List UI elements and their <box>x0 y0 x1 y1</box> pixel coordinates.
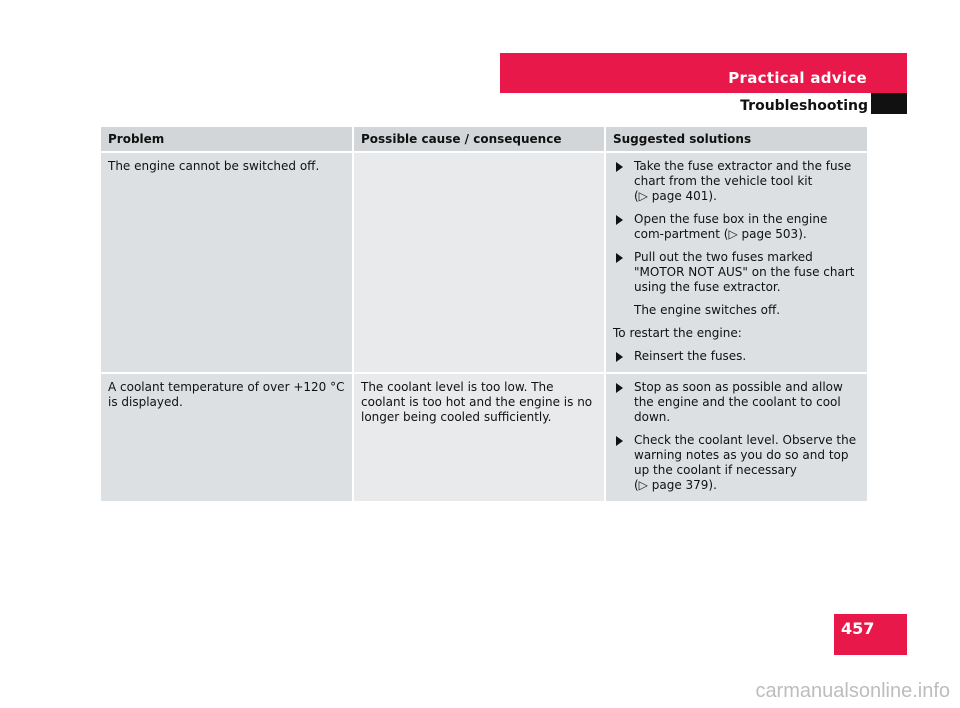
column-header-solutions: Suggested solutions <box>605 127 867 152</box>
table-header-row <box>101 127 867 152</box>
column-header-cause: Possible cause / consequence <box>353 127 605 152</box>
arrow-bullet-icon <box>616 352 623 362</box>
step-result: The engine switches off. <box>634 303 781 317</box>
cause-cell <box>353 152 605 373</box>
solutions-cell <box>605 152 867 373</box>
arrow-bullet-icon <box>616 162 623 172</box>
arrow-bullet-icon <box>616 383 623 393</box>
section-header-bar <box>500 53 907 93</box>
section-title: Practical advice <box>728 69 867 87</box>
cause-cell <box>353 373 605 501</box>
solution-step: Open the fuse box in the engine com-partment (▷ page 503). <box>613 212 860 242</box>
solution-step: Pull out the two fuses marked "MOTOR NOT AUS" on the fuse chart using the fuse extractor. <box>613 250 860 295</box>
restart-label: To restart the engine: <box>613 326 742 340</box>
table-row <box>101 152 867 373</box>
problem-cell <box>101 373 353 501</box>
table-row <box>101 373 867 501</box>
page-number-box <box>834 614 907 655</box>
watermark: carmanualsonline.info <box>755 680 950 702</box>
column-header-problem: Problem <box>101 127 353 152</box>
troubleshooting-table <box>101 127 867 501</box>
problem-text: A coolant temperature of over +120 °C is displayed. <box>108 380 345 409</box>
page-subtitle: Troubleshooting <box>740 98 868 114</box>
page-reference: (▷ page 401). <box>634 189 717 203</box>
solution-step: Take the fuse extractor and the fuse chart from the vehicle tool kit (▷ page 401). <box>613 159 860 204</box>
problem-text: The engine cannot be switched off. <box>108 159 320 173</box>
solution-step: Reinsert the fuses. <box>613 349 860 364</box>
chapter-tab-marker <box>871 93 907 114</box>
solution-step: Check the coolant level. Observe the warning notes as you do so and top up the coolant if necessary (▷ page 379). <box>613 433 860 493</box>
problem-cell <box>101 152 353 373</box>
arrow-bullet-icon <box>616 436 623 446</box>
solution-step: Stop as soon as possible and allow the engine and the coolant to cool down. <box>613 380 860 425</box>
cause-text: The coolant level is too low. The coolant is too hot and the engine is no longer being cooled sufficiently. <box>361 380 593 424</box>
arrow-bullet-icon <box>616 253 623 263</box>
page-reference: (▷ page 379). <box>634 478 717 492</box>
page-number: 457 <box>841 619 875 638</box>
page-reference: (▷ page 503). <box>723 227 807 241</box>
solutions-cell <box>605 373 867 501</box>
arrow-bullet-icon <box>616 215 623 225</box>
